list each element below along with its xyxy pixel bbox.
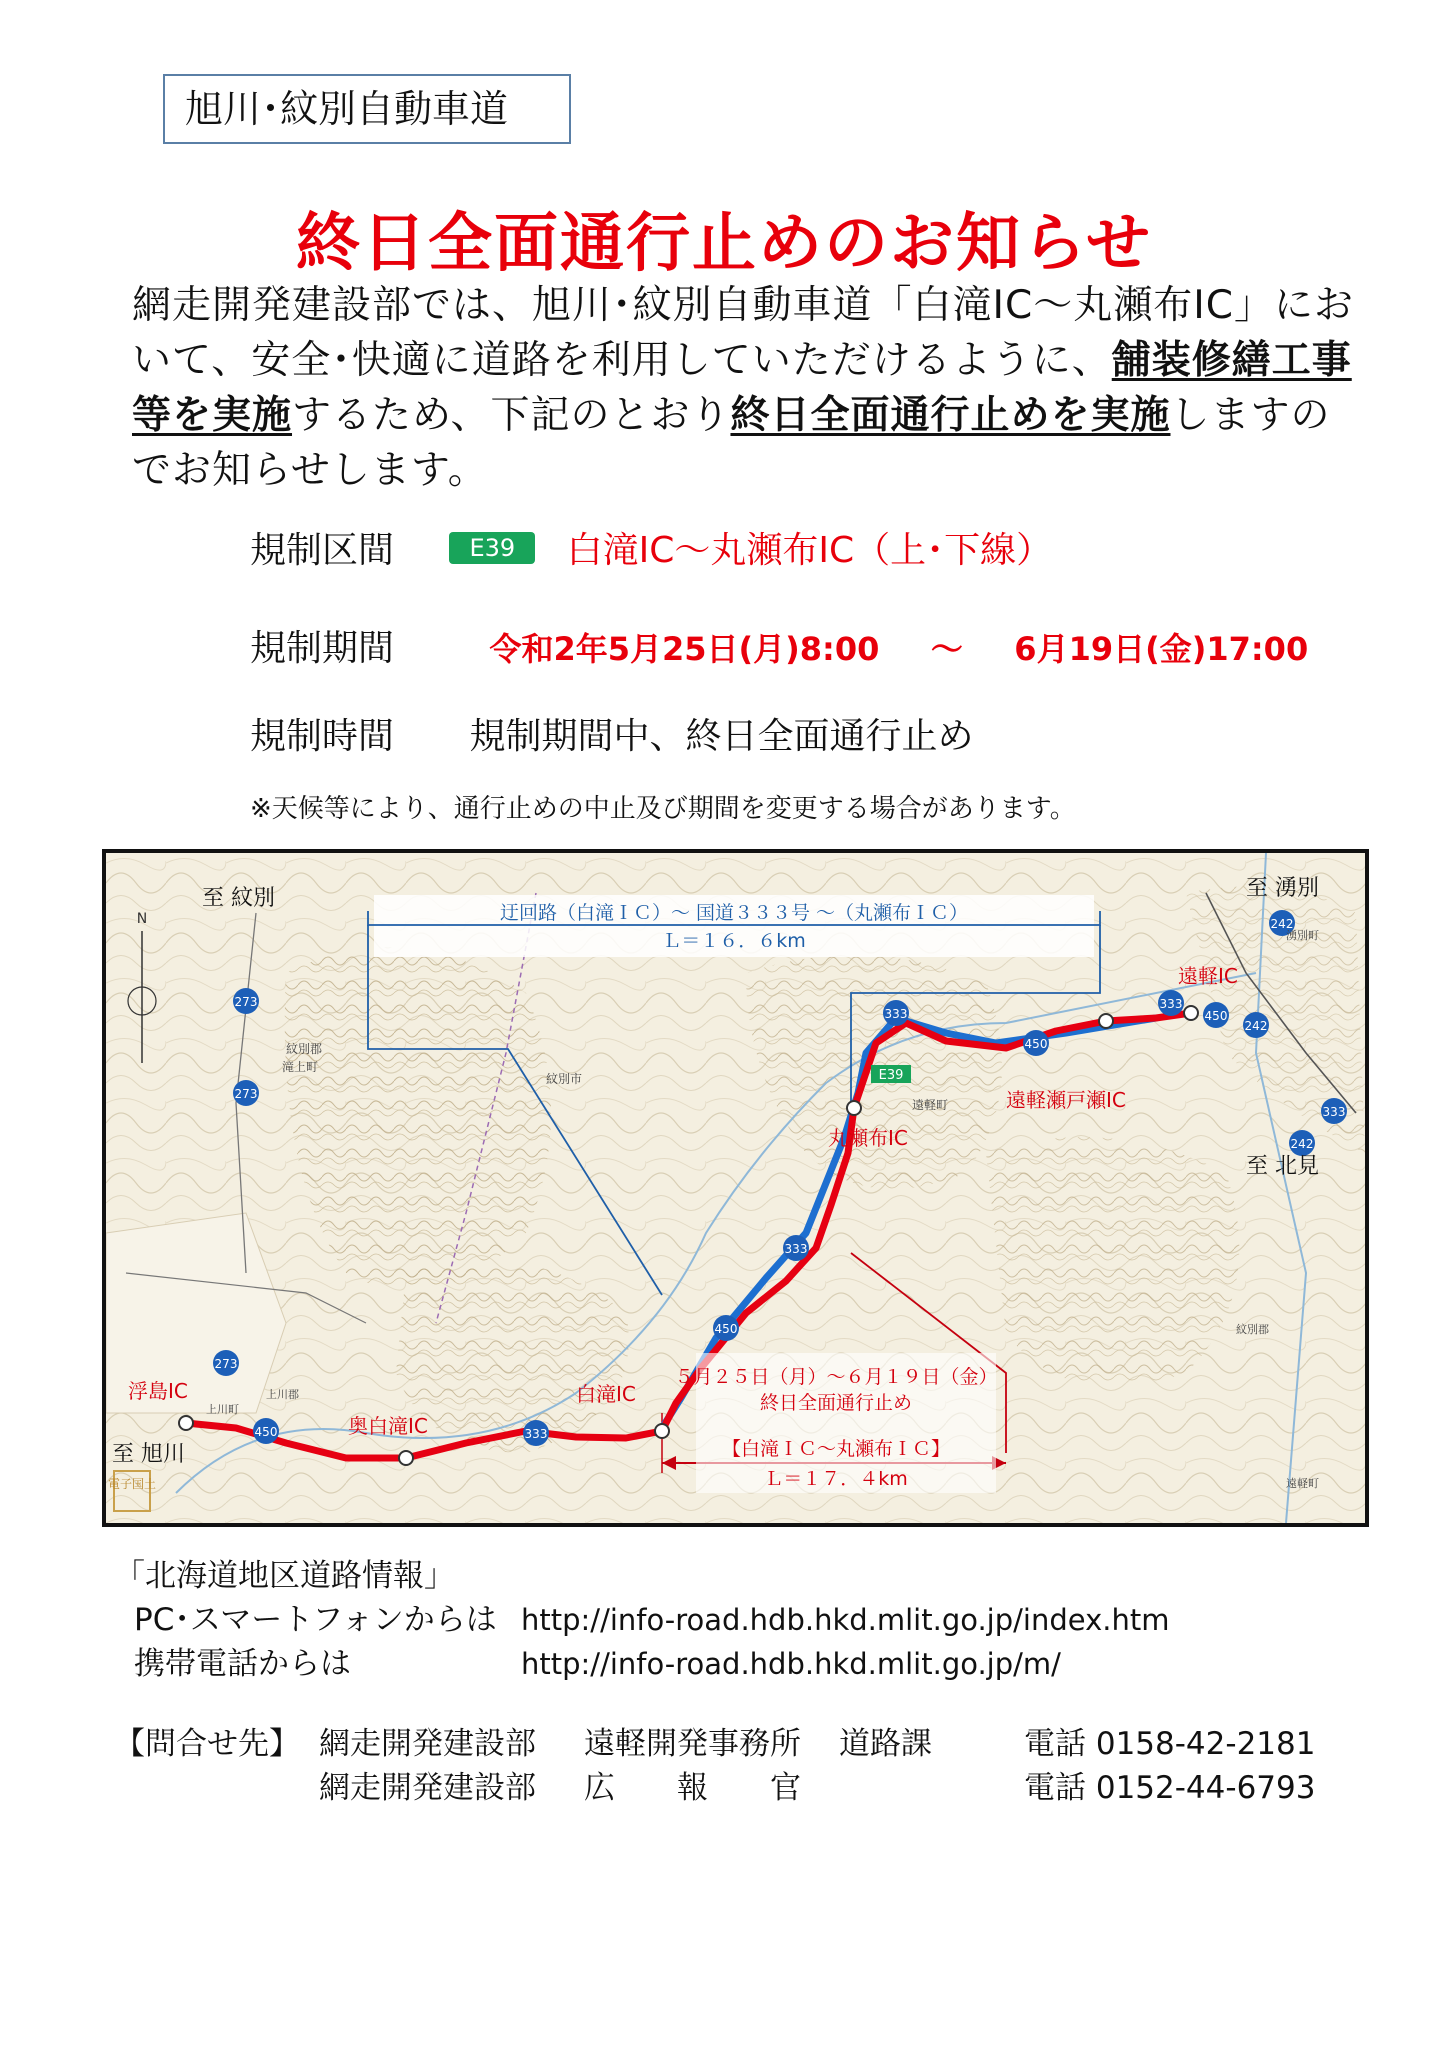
route-shield-450-a <box>253 1418 279 1444</box>
svg-text:上川郡: 上川郡 <box>266 1388 299 1401</box>
ic-marker-okushirataki <box>399 1451 413 1465</box>
svg-text:333: 333 <box>524 1427 548 1441</box>
route-shield-450-d <box>1203 1002 1229 1028</box>
road-info-section <box>114 1554 1170 1686</box>
mobile-row <box>114 1642 1061 1686</box>
ic-label-okushirataki: 奥白滝IC <box>348 1414 428 1438</box>
svg-text:450: 450 <box>714 1322 738 1336</box>
closure-annotation-type: 終日全面通行止め <box>759 1392 913 1414</box>
detour-annotation-length: Ｌ＝１６．６km <box>662 930 806 952</box>
period-label: 規制期間 <box>250 628 395 669</box>
time-label: 規制時間 <box>250 716 395 757</box>
road-name-box <box>163 74 571 144</box>
svg-text:273: 273 <box>234 995 258 1009</box>
ic-label-ukishima: 浮島IC <box>128 1379 188 1403</box>
svg-text:紋別市: 紋別市 <box>546 1072 583 1086</box>
svg-text:333: 333 <box>884 1007 908 1021</box>
svg-text:242: 242 <box>1270 917 1294 931</box>
contact-office-2: 広 報 官 <box>584 1770 801 1806</box>
intro-text-3: しますのでお知らせします。 <box>132 393 1331 493</box>
section-value: 白滝IC～丸瀬布IC（上･下線） <box>566 530 1053 571</box>
svg-text:上川町: 上川町 <box>206 1403 239 1416</box>
route-shield-333-d <box>1158 990 1184 1016</box>
svg-text:333: 333 <box>1159 997 1183 1011</box>
contact-section <box>114 1722 1316 1810</box>
regulation-section-row <box>250 522 1052 573</box>
contact-office-1: 遠軽開発事務所 <box>584 1726 801 1762</box>
contact-org-1: 網走開発建設部 <box>319 1726 536 1762</box>
ic-label-shirataki: 白滝IC <box>576 1382 636 1406</box>
contact-row-2 <box>114 1766 1316 1810</box>
dir-yubetsu: 至 湧別 <box>1246 876 1319 901</box>
section-label: 規制区間 <box>250 530 395 571</box>
ic-marker-shirataki <box>655 1424 669 1438</box>
pc-url-link[interactable]: http://info-road.hdb.hkd.mlit.go.jp/index.htm <box>521 1603 1170 1637</box>
svg-text:遠軽町: 遠軽町 <box>912 1098 949 1112</box>
svg-text:湧別町: 湧別町 <box>1286 929 1319 942</box>
mobile-url-link[interactable]: http://info-road.hdb.hkd.mlit.go.jp/m/ <box>521 1647 1061 1681</box>
svg-text:242: 242 <box>1290 1137 1314 1151</box>
contact-label: 【問合せ先】 <box>114 1726 300 1762</box>
closure-annotation-dates: ５月２５日（月）～６月１９日（金） <box>674 1366 998 1388</box>
notice-title: 終日全面通行止めのお知らせ <box>295 207 1153 281</box>
ic-marker-maruseppu <box>847 1101 861 1115</box>
ic-label-maruseppu: 丸瀬布IC <box>828 1126 908 1150</box>
contact-phone-1: 電話 0158-42-2181 <box>1024 1726 1316 1762</box>
e39-shield <box>871 1065 911 1083</box>
svg-text:遠軽町: 遠軽町 <box>1286 1477 1319 1490</box>
regulation-period-row <box>250 620 1308 671</box>
contact-dept-1: 道路課 <box>839 1726 932 1762</box>
svg-text:N: N <box>136 911 148 927</box>
route-shield-450-c <box>1023 1030 1049 1056</box>
svg-text:450: 450 <box>1024 1037 1048 1051</box>
intro-emphasis-2: 終日全面通行止めを実施 <box>730 393 1171 438</box>
contact-row-1 <box>114 1722 1316 1766</box>
route-shield-242-c <box>1289 1130 1315 1156</box>
closure-annotation-length: Ｌ＝１７．４km <box>764 1468 908 1490</box>
svg-text:E39: E39 <box>878 1068 904 1083</box>
ic-label-engaru: 遠軽IC <box>1178 964 1238 988</box>
svg-text:紋別郡: 紋別郡 <box>1236 1323 1269 1336</box>
period-start: 令和2年5月25日(月)8:00 <box>489 630 880 668</box>
route-shield-273-b <box>233 1080 259 1106</box>
svg-text:242: 242 <box>1244 1019 1268 1033</box>
route-shield-333-e <box>1321 1098 1347 1124</box>
svg-text:450: 450 <box>1204 1009 1228 1023</box>
route-shield-273-a <box>233 988 259 1014</box>
ic-marker-engaru <box>1184 1006 1198 1020</box>
contact-phone-2: 電話 0152-44-6793 <box>1024 1770 1316 1806</box>
ic-marker-ukishima <box>179 1416 193 1430</box>
route-shield-333-c <box>883 1000 909 1026</box>
route-shield-333-a <box>523 1420 549 1446</box>
route-shield-333-b <box>783 1235 809 1261</box>
svg-text:滝上町: 滝上町 <box>282 1060 319 1074</box>
intro-emphasis-1: 舗装修繕工事等を実施 <box>132 338 1352 438</box>
route-shield-450-b <box>713 1315 739 1341</box>
dir-kitami: 至 北見 <box>1246 1154 1319 1179</box>
period-separator: ～ <box>930 630 963 668</box>
period-end: 6月19日(金)17:00 <box>1014 630 1309 668</box>
route-badge: E39 <box>449 532 535 564</box>
route-shield-273-c <box>213 1350 239 1376</box>
svg-text:273: 273 <box>234 1087 258 1101</box>
svg-text:333: 333 <box>1322 1105 1346 1119</box>
ic-label-engaruseto: 遠軽瀬戸瀬IC <box>1006 1088 1126 1112</box>
closure-annotation-section: 【白滝ＩＣ～丸瀬布ＩＣ】 <box>721 1438 951 1460</box>
svg-text:450: 450 <box>254 1425 278 1439</box>
svg-text:紋別郡: 紋別郡 <box>286 1042 323 1056</box>
dir-monbetsu: 至 紋別 <box>202 886 275 911</box>
pc-label: PC･スマートフォンからは <box>134 1602 497 1638</box>
ic-marker-engaruseto <box>1099 1014 1113 1028</box>
caution-note: ※天候等により、通行止めの中止及び期間を変更する場合があります。 <box>250 794 1076 824</box>
route-map <box>102 849 1369 1527</box>
detour-annotation-route: 迂回路（白滝ＩＣ）～ 国道３３３号 ～（丸瀬布ＩＣ） <box>499 902 969 924</box>
dir-asahikawa: 至 旭川 <box>112 1442 185 1467</box>
contact-org-2: 網走開発建設部 <box>319 1770 536 1806</box>
mobile-label: 携帯電話からは <box>134 1646 351 1682</box>
regulation-time-row <box>250 708 973 759</box>
svg-text:333: 333 <box>784 1242 808 1256</box>
intro-paragraph <box>132 278 1362 498</box>
intro-text-1: 網走開発建設部では、旭川･紋別自動車道「白滝IC～丸瀬布IC」において、安全･快適に道路を利用していただけるように、 <box>132 283 1354 383</box>
svg-text:電子国土: 電子国土 <box>107 1477 157 1491</box>
pc-row <box>114 1598 1170 1642</box>
road-info-heading: 「北海道地区道路情報」 <box>114 1558 455 1594</box>
road-name: 旭川･紋別自動車道 <box>185 87 509 131</box>
route-shield-242-b <box>1243 1012 1269 1038</box>
intro-text-2: するため、下記のとおり <box>292 393 731 438</box>
svg-text:273: 273 <box>214 1357 238 1371</box>
time-value: 規制期間中、終日全面通行止め <box>469 716 974 757</box>
